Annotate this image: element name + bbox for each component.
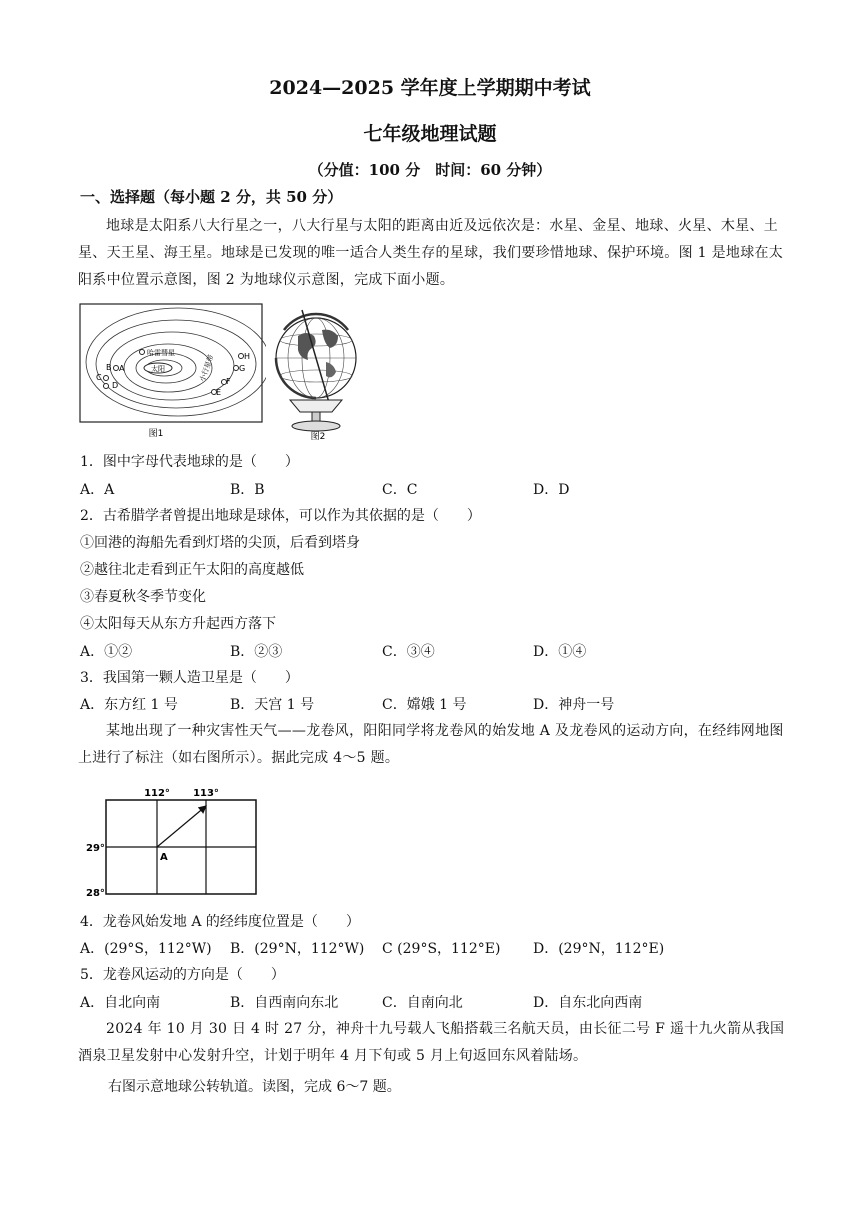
exam-subtitle: 七年级地理试题 [363, 123, 497, 145]
lon-label-113: 113° [193, 788, 219, 799]
figure-2-caption: 图2 [310, 432, 326, 442]
figure-1-solar-system [76, 300, 266, 440]
score-time: （分值：100 分 时间：60 分钟） [308, 161, 552, 179]
section-heading: 一、选择题（每小题 2 分，共 50 分） [80, 188, 343, 206]
planet-label-b: B [106, 363, 112, 372]
shenzhou-paragraph: 2024 年 10 月 30 日 4 时 27 分，神舟十九号载人飞船搭载三名航天员，由长征二号 F 遥十九火箭从我国酒泉卫星发射中心发射升空，计划于明年 4 月下旬或 5 月上旬返回东风着陆场。 [78, 1021, 785, 1064]
q5-option-a[interactable]: A．自北向南 [80, 995, 161, 1011]
q5-option-b[interactable]: B．自西南向东北 [230, 995, 339, 1011]
lat-label-28: 28° [86, 888, 105, 899]
sun-label: 太阳 [151, 365, 165, 373]
q2-item-3: ③春夏秋冬季节变化 [80, 589, 206, 605]
q3-stem: 3．我国第一颗人造卫星是（ ） [80, 670, 299, 686]
q5-stem: 5．龙卷风运动的方向是（ ） [80, 967, 285, 983]
q2-option-a[interactable]: A．①② [80, 644, 133, 660]
planet-label-e: E [216, 388, 222, 397]
figure-1-caption: 图1 [148, 429, 164, 439]
q2-option-b[interactable]: B．②③ [230, 644, 283, 660]
q4-option-a[interactable]: A．(29°S，112°W) [80, 941, 212, 957]
planet-label-h: H [244, 352, 251, 361]
q1-option-d[interactable]: D．D [533, 482, 570, 498]
q1-stem: 1．图中字母代表地球的是（ ） [80, 454, 299, 470]
planet-label-a: A [119, 364, 125, 373]
q4-option-d[interactable]: D．(29°N，112°E) [533, 941, 665, 957]
planet-label-d: D [112, 381, 119, 390]
q4-option-c[interactable]: C (29°S，112°E) [382, 941, 501, 957]
orbit-intro: 右图示意地球公转轨道。读图，完成 6～7 题。 [108, 1079, 401, 1095]
q3-option-d[interactable]: D．神舟一号 [533, 697, 615, 713]
q4-option-b[interactable]: B．(29°N，112°W) [230, 941, 365, 957]
q2-stem: 2．古希腊学者曾提出地球是球体，可以作为其依据的是（ ） [80, 508, 481, 524]
planet-label-f: F [226, 377, 231, 386]
q4-stem: 4．龙卷风始发地 A 的经纬度位置是（ ） [80, 914, 360, 930]
q1-option-c[interactable]: C．C [382, 482, 418, 498]
q3-option-c[interactable]: C．嫦娥 1 号 [382, 697, 467, 713]
lon-label-112: 112° [144, 788, 170, 799]
q5-option-d[interactable]: D．自东北向西南 [533, 995, 643, 1011]
tornado-intro: 某地出现了一种灾害性天气——龙卷风，阳阳同学将龙卷风的始发地 A 及龙卷风的运动方向，在经纬网地图上进行了标注（如右图所示）。据此完成 4～5 题。 [78, 723, 784, 766]
q3-option-a[interactable]: A．东方红 1 号 [80, 697, 178, 713]
q2-option-d[interactable]: D．①④ [533, 644, 587, 660]
q3-option-b[interactable]: B．天宫 1 号 [230, 697, 315, 713]
planet-label-g: G [239, 364, 246, 373]
q1-option-a[interactable]: A．A [80, 482, 115, 498]
figure-2-globe [262, 300, 374, 442]
q1-option-b[interactable]: B．B [230, 482, 265, 498]
exam-title: 2024—2025 学年度上学期期中考试 [269, 77, 591, 99]
intro-paragraph: 地球是太阳系八大行星之一，八大行星与太阳的距离由近及远依次是：水星、金星、地球、火星、木星、土星、天王星、海王星。地球是已发现的唯一适合人类生存的星球，我们要珍惜地球、保护环境。图 1 是地球在太阳系中位置示意图，图 2 为地球仪示意图，完成下面小题。 [78, 218, 784, 288]
lat-lon-grid-figure [82, 784, 262, 900]
planet-label-c: C [96, 373, 102, 382]
comet-label: 哈雷彗星 [147, 349, 175, 357]
lat-label-29: 29° [86, 843, 105, 854]
asteroid-belt-label: 小行星带 [198, 353, 216, 383]
q2-item-2: ②越往北走看到正午太阳的高度越低 [80, 562, 304, 578]
q2-option-c[interactable]: C．③④ [382, 644, 435, 660]
q5-option-c[interactable]: C．自南向北 [382, 995, 463, 1011]
point-a-label: A [160, 852, 168, 863]
q2-item-4: ④太阳每天从东方升起西方落下 [80, 616, 276, 632]
q2-item-1: ①回港的海船先看到灯塔的尖顶，后看到塔身 [80, 535, 360, 551]
